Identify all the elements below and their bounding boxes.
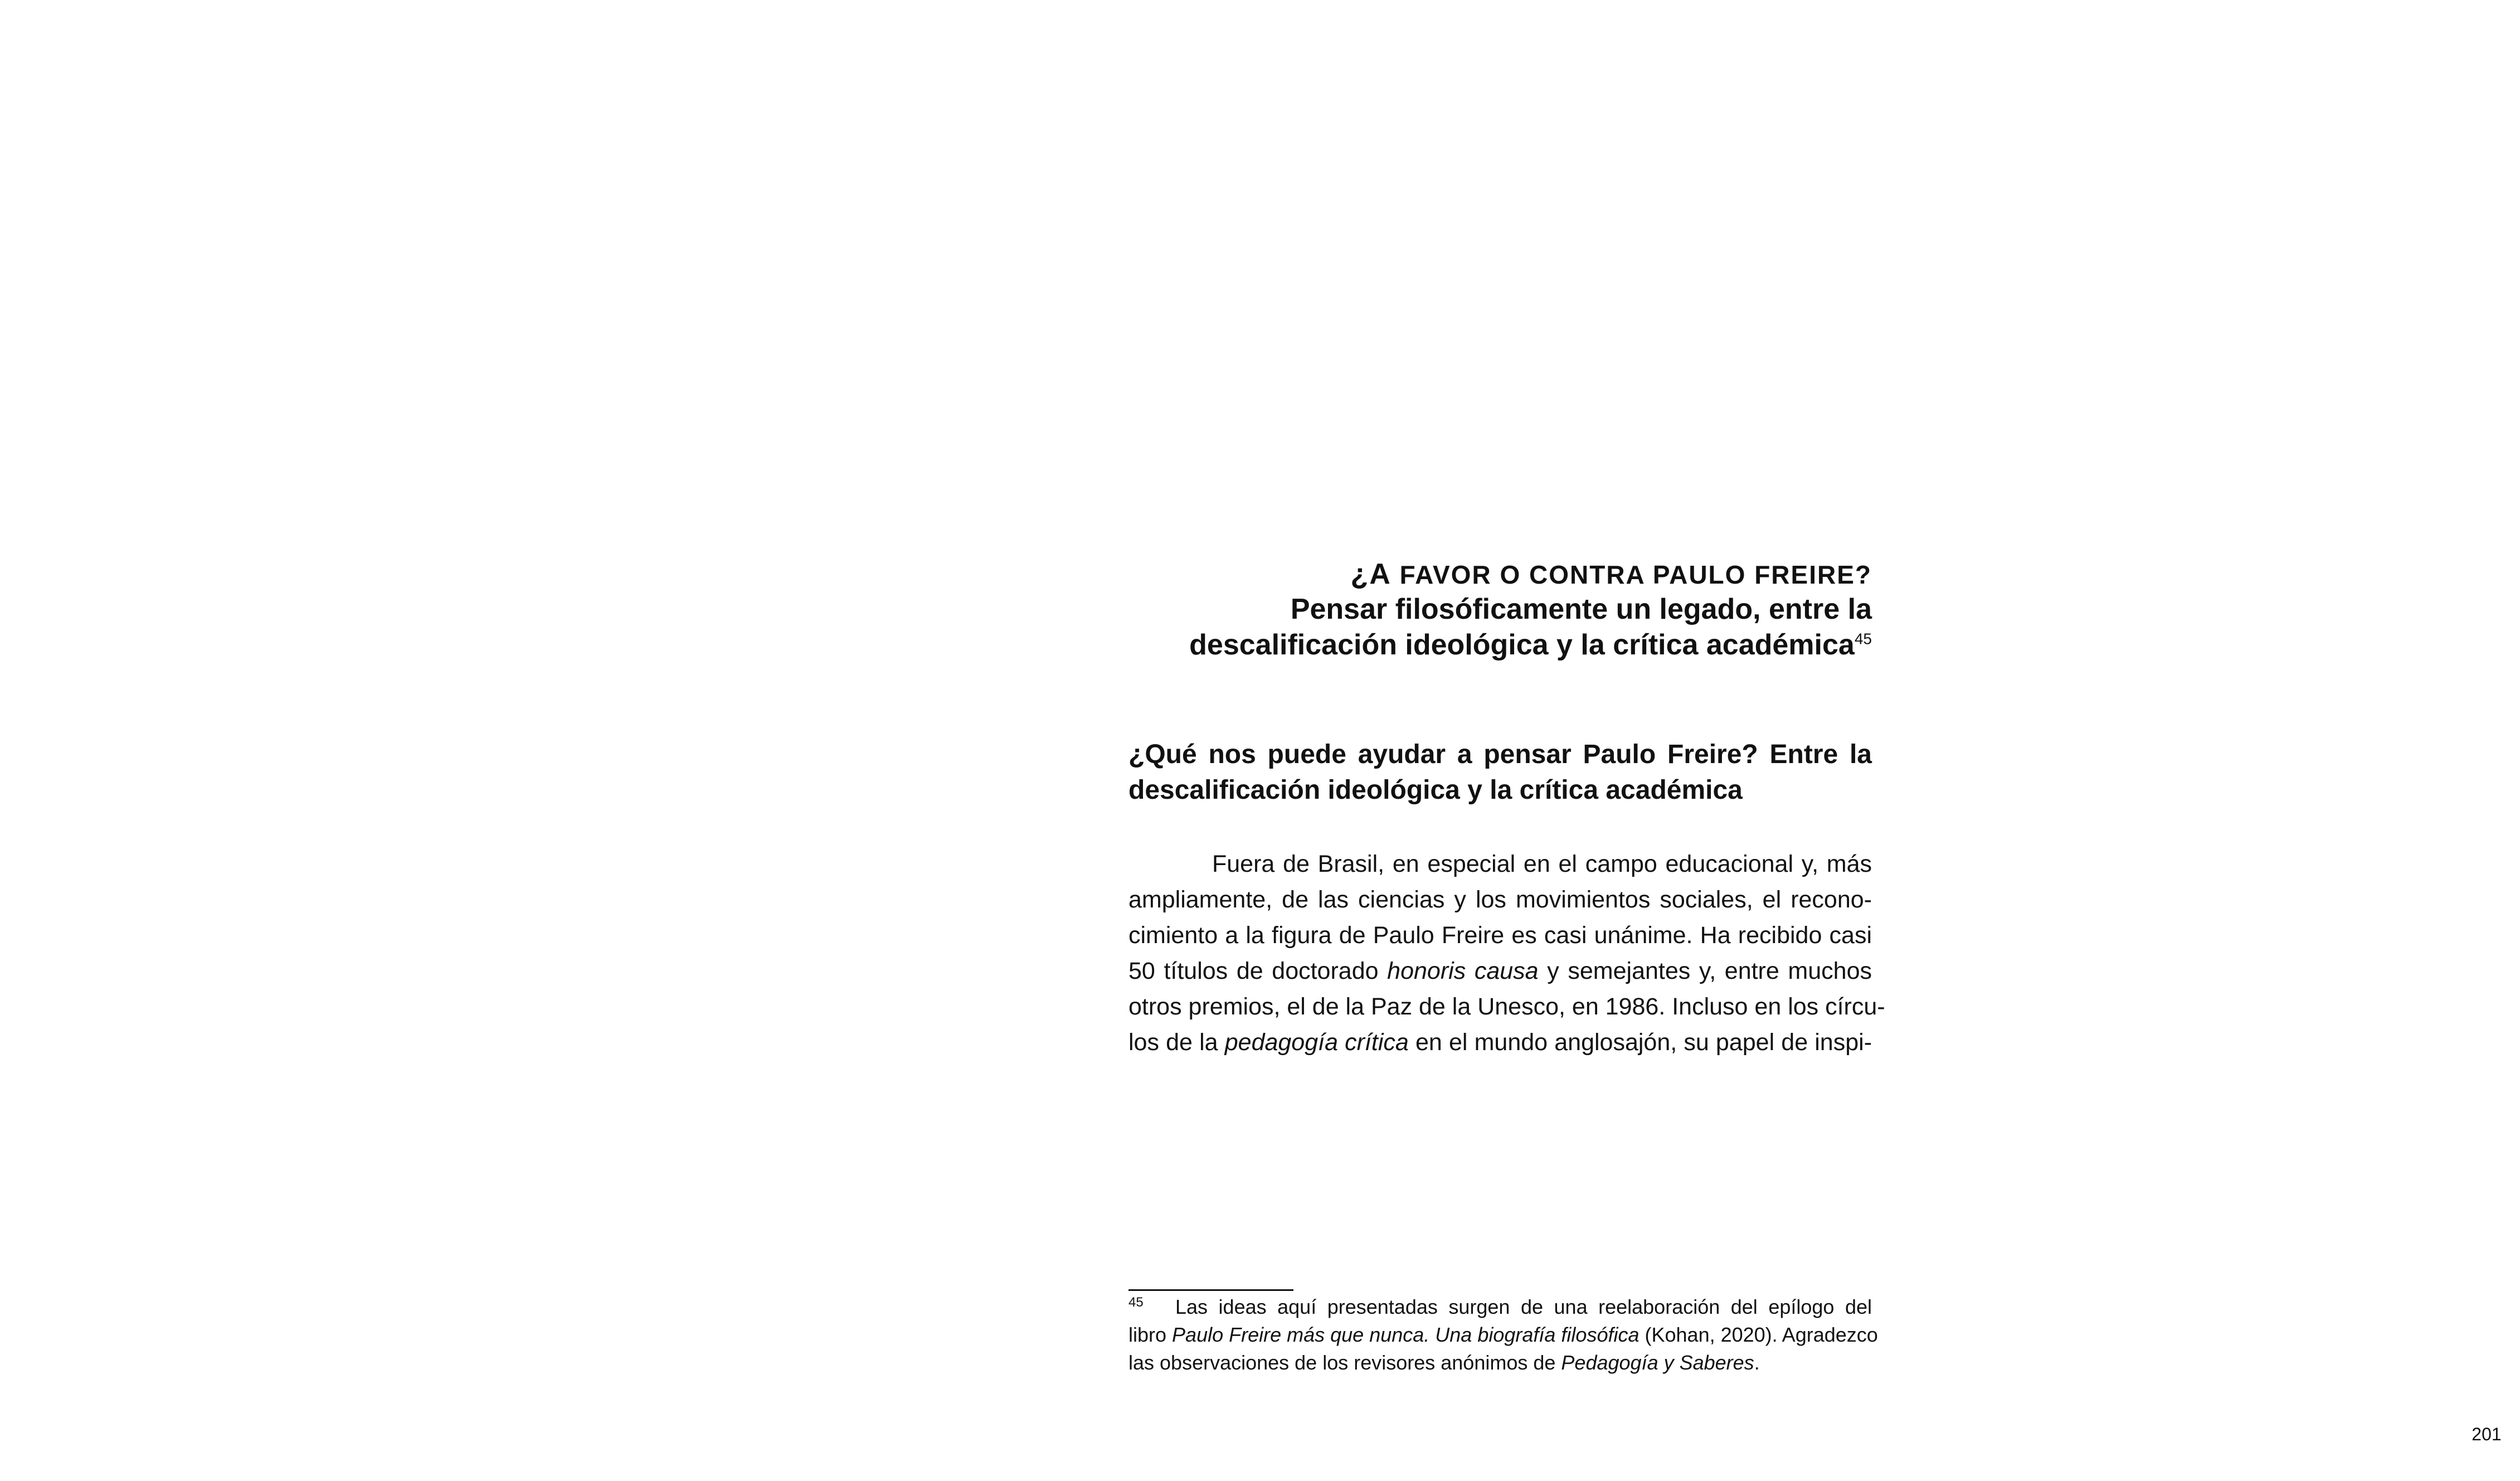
section-heading: ¿Qué nos puede ayudar a pensar Paulo Freire? Entre la descalificación ideológica y la crítica académica [1128, 740, 1872, 805]
footnote-line: 45 Las ideas aquí presentadas surgen de una reelaboración del epílogo del [1128, 1295, 1872, 1318]
body-line: ampliamente, de las ciencias y los movimientos sociales, el recono- [1128, 886, 1872, 913]
right-page [987, 0, 2502, 1481]
body-line: otros premios, el de la Paz de la Unesco, en 1986. Incluso en los círcu- [1128, 993, 1885, 1020]
left-page-blank [0, 0, 987, 1481]
italic-term: pedagogía crítica [1224, 1029, 1409, 1056]
italic-term: honoris causa [1387, 958, 1539, 984]
footnote-separator [1128, 1289, 1293, 1291]
footnote-reference: 45 [1854, 630, 1872, 648]
footnote [1128, 1293, 1878, 1377]
chapter-title [1128, 557, 1872, 663]
footnote-line: las observaciones de los revisores anónimos de Pedagogía y Saberes. [1128, 1351, 1760, 1374]
chapter-title-line1: ¿A FAVOR O CONTRA PAULO FREIRE? [1350, 558, 1872, 590]
journal-title: Pedagogía y Saberes [1561, 1351, 1754, 1374]
footnote-line: libro Paulo Freire más que nunca. Una biografía filosófica (Kohan, 2020). Agradezco [1128, 1323, 1878, 1346]
body-line: los de la pedagogía crítica en el mundo anglosajón, su papel de inspi- [1128, 1029, 1872, 1056]
body-line: 50 títulos de doctorado honoris causa y semejantes y, entre muchos [1128, 958, 1872, 984]
page-number: 201 [2472, 1424, 2502, 1444]
body-paragraph [1128, 846, 1885, 1060]
book-title: Paulo Freire más que nunca. Una biografía filosófica [1172, 1323, 1640, 1346]
chapter-title-line3: descalificación ideológica y la crítica académica$^{45}$ [1189, 629, 1872, 661]
body-line: Fuera de Brasil, en especial en el campo educacional y, más [1212, 851, 1872, 877]
chapter-title-line2: Pensar filosóficamente un legado, entre la [1290, 593, 1872, 625]
body-line: cimiento a la figura de Paulo Freire es casi unánime. Ha recibido casi [1128, 922, 1872, 949]
